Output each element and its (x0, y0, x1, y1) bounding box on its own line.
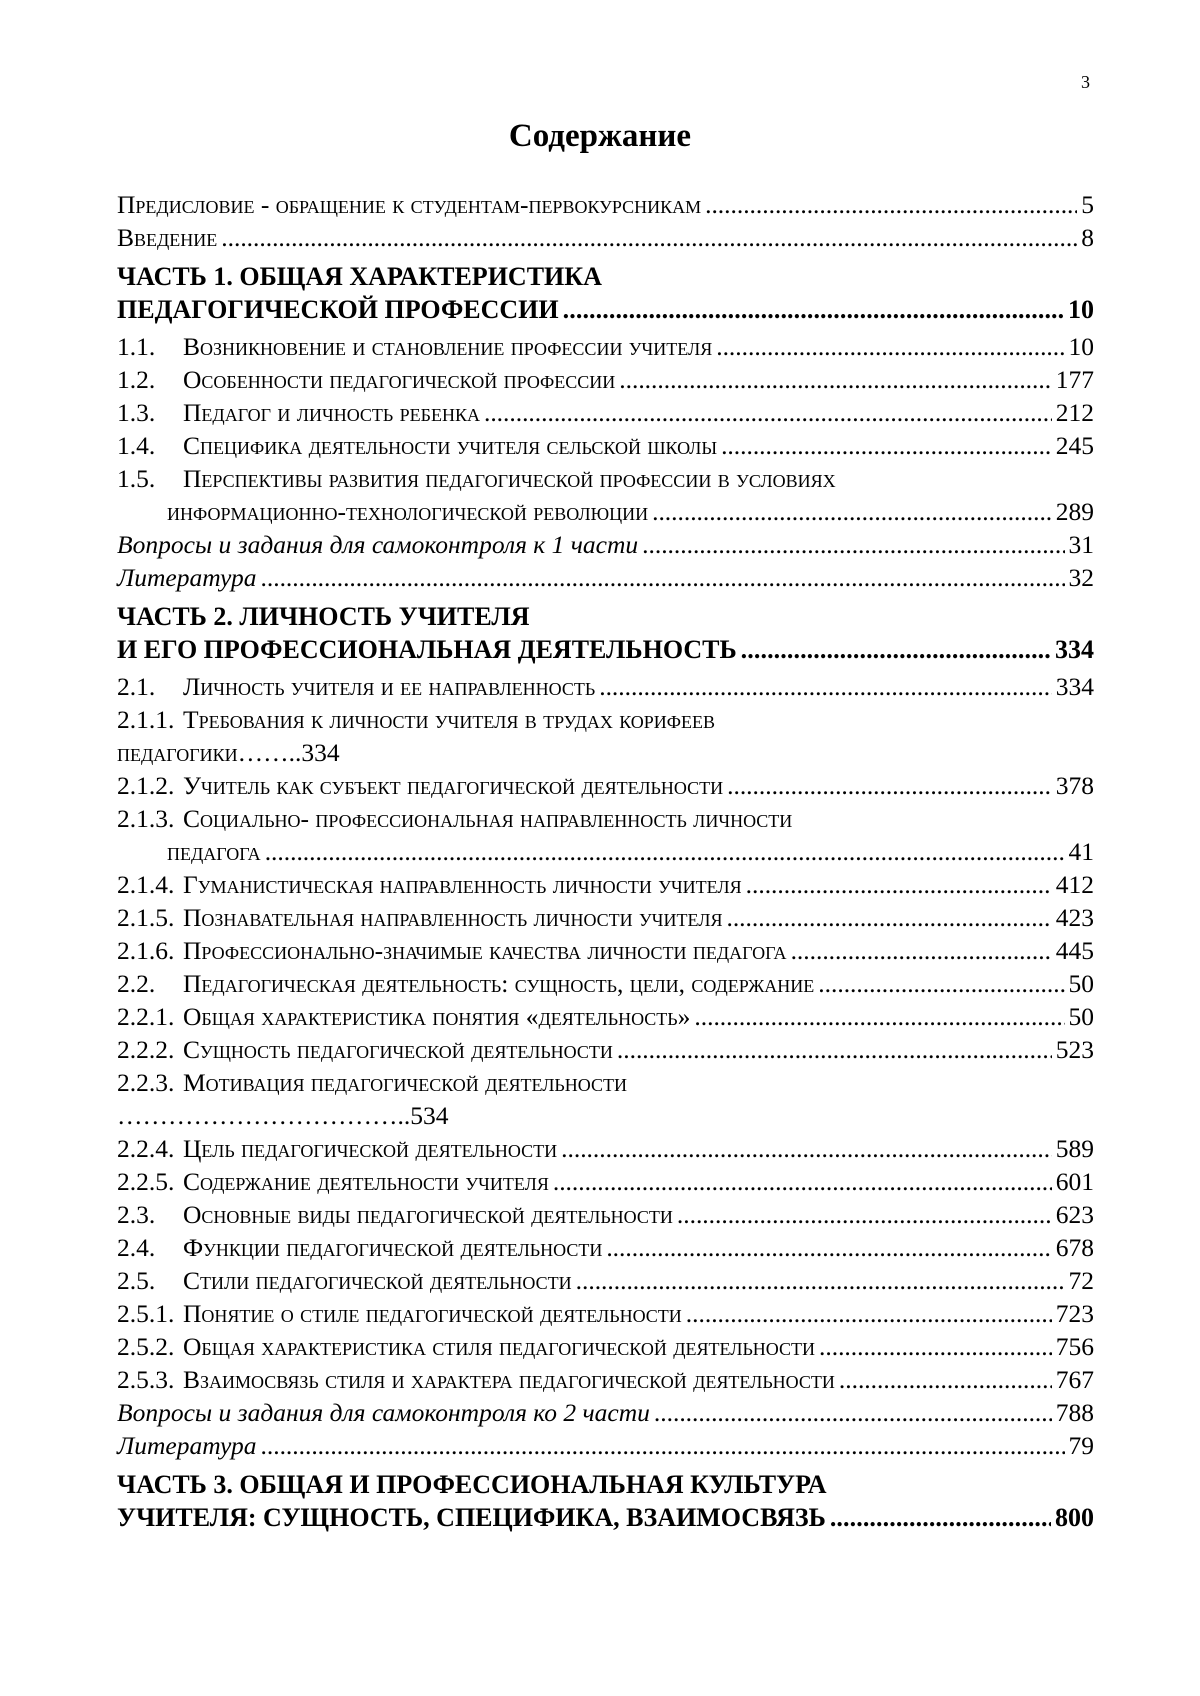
section-number: 2.2. (117, 969, 156, 998)
page-number: 3 (1081, 72, 1090, 92)
toc-entry-label: педагога (167, 837, 261, 866)
toc-page-number: 589 (1055, 1134, 1094, 1163)
toc-entry-label: педагогики……..334 (117, 738, 340, 767)
toc-entry-label: Сущность педагогической деятельности (183, 1035, 613, 1064)
toc-entry-label: Вопросы и задания для самоконтроля ко 2 части (117, 1398, 650, 1427)
toc-entry-literature[interactable] (117, 561, 1094, 594)
toc-entry-label: Вопросы и задания для самоконтроля к 1 части (117, 530, 639, 559)
toc-entry-label: Общая характеристика понятия «деятельность» (183, 1002, 691, 1031)
toc-entry[interactable] (117, 1000, 1094, 1033)
toc-entry[interactable] (117, 1330, 1094, 1363)
section-number: 2.3. (117, 1200, 156, 1229)
toc-page-number: 523 (1055, 1035, 1094, 1064)
leader-dots (652, 495, 1052, 528)
leader-dots (576, 1264, 1065, 1297)
section-number: 2.2.3. (117, 1068, 175, 1097)
toc-part-2-heading[interactable] (117, 600, 1094, 666)
section-number: 2.1.5. (117, 903, 175, 932)
toc-page-number: 334 (1055, 635, 1094, 664)
leader-dots (726, 901, 1051, 934)
leader-dots (694, 1000, 1064, 1033)
leader-dots (839, 1363, 1052, 1396)
leader-dots (741, 633, 1051, 666)
toc-entry-continuation[interactable] (117, 495, 1094, 528)
toc-entry-label: Личность учителя и ее направленность (183, 672, 596, 701)
toc-page-number: 378 (1055, 771, 1094, 800)
leader-dots (606, 1231, 1051, 1264)
toc-entry-label: Стили педагогической деятельности (183, 1266, 572, 1295)
toc-entry-label: Специфика деятельности учителя сельской школы (183, 431, 718, 460)
leader-dots (727, 769, 1052, 802)
leader-dots (686, 1297, 1052, 1330)
toc-page-number: 423 (1055, 903, 1094, 932)
toc-entry-label: Литература (117, 1431, 257, 1460)
toc-entry[interactable] (117, 901, 1094, 934)
section-number: 2.5. (117, 1266, 156, 1295)
toc-entry-label: Особенности педагогической профессии (183, 365, 616, 394)
toc-page-number: 756 (1055, 1332, 1094, 1361)
toc-page-number: 41 (1068, 837, 1094, 866)
leader-dots (654, 1396, 1052, 1429)
part-title-line: ЧАСТЬ 1. ОБЩАЯ ХАРАКТЕРИСТИКА (117, 262, 602, 291)
section-number: 2.4. (117, 1233, 156, 1262)
leader-dots (265, 835, 1065, 868)
toc-entry[interactable] (117, 1264, 1094, 1297)
toc-page-number: 788 (1055, 1398, 1094, 1427)
leader-dots (642, 528, 1064, 561)
toc-entry-label: Содержание деятельности учителя (183, 1167, 549, 1196)
toc-entry-label: ……………………………..534 (117, 1101, 449, 1130)
toc-entry-label: Возникновение и становление профессии учителя (183, 332, 713, 361)
toc-entry-label: Требования к личности учителя в трудах корифеев (183, 705, 716, 734)
toc-page-number: 767 (1055, 1365, 1094, 1394)
toc-entry-continuation[interactable] (117, 736, 1094, 769)
toc-entry-label: Цель педагогической деятельности (183, 1134, 558, 1163)
toc-page-number: 31 (1068, 530, 1094, 559)
section-number: 1.5. (117, 464, 156, 493)
leader-dots (819, 1330, 1052, 1363)
toc-entry[interactable] (117, 330, 1094, 363)
leader-dots (830, 1501, 1051, 1534)
toc-entry[interactable] (117, 396, 1094, 429)
leader-dots (561, 1132, 1052, 1165)
section-number: 1.2. (117, 365, 156, 394)
toc-entry-label: Перспективы развития педагогической профессии в условиях (183, 464, 836, 493)
toc-entry[interactable] (117, 1363, 1094, 1396)
section-number: 1.1. (117, 332, 156, 361)
toc-entry-label: Учитель как субъект педагогической деятельности (183, 771, 724, 800)
toc-page-number: 72 (1068, 1266, 1094, 1295)
section-number: 2.5.2. (117, 1332, 175, 1361)
toc-entry[interactable] (117, 802, 1094, 835)
part-title-line: УЧИТЕЛЯ: СУЩНОСТЬ, СПЕЦИФИКА, ВЗАИМОСВЯЗЬ (117, 1503, 826, 1532)
leader-dots (716, 330, 1064, 363)
toc-entry[interactable] (117, 363, 1094, 396)
leader-dots (818, 967, 1064, 1000)
toc-entry[interactable] (117, 1297, 1094, 1330)
toc-entry[interactable] (117, 769, 1094, 802)
toc-entry-label: Профессионально-значимые качества личности педагога (183, 936, 787, 965)
section-number: 2.1. (117, 672, 156, 701)
part-title-line: ЧАСТЬ 2. ЛИЧНОСТЬ УЧИТЕЛЯ (117, 602, 530, 631)
toc-page-number: 245 (1055, 431, 1094, 460)
toc-page-number: 10 (1068, 332, 1094, 361)
part-title-line: И ЕГО ПРОФЕССИОНАЛЬНАЯ ДЕЯТЕЛЬНОСТЬ (117, 635, 737, 664)
toc-entry-preface[interactable] (117, 188, 1094, 221)
leader-dots (221, 221, 1077, 254)
toc-page-number: 289 (1055, 497, 1094, 526)
part-title-line: ПЕДАГОГИЧЕСКОЙ ПРОФЕССИИ (117, 295, 559, 324)
leader-dots (791, 934, 1052, 967)
section-number: 2.2.1. (117, 1002, 175, 1031)
toc-entry-literature[interactable] (117, 1429, 1094, 1462)
leader-dots (553, 1165, 1052, 1198)
leader-dots (261, 1429, 1065, 1462)
toc-entry-label: Педагогическая деятельность: сущность, цели, содержание (183, 969, 815, 998)
leader-dots (746, 868, 1052, 901)
toc-entry-label: Социально- профессиональная направленность личности (183, 804, 793, 833)
leader-dots (721, 429, 1052, 462)
section-number: 2.1.3. (117, 804, 175, 833)
toc-entry[interactable] (117, 670, 1094, 703)
toc-entry[interactable] (117, 967, 1094, 1000)
toc-entry-questions[interactable] (117, 1396, 1094, 1429)
toc-entry[interactable] (117, 1132, 1094, 1165)
toc-entry-label: Основные виды педагогической деятельности (183, 1200, 673, 1229)
section-number: 2.1.2. (117, 771, 175, 800)
page-title: Содержание (508, 118, 692, 154)
toc-page-number: 412 (1055, 870, 1094, 899)
toc-entry[interactable] (117, 1231, 1094, 1264)
section-number: 1.4. (117, 431, 156, 460)
toc-entry[interactable] (117, 1165, 1094, 1198)
toc-entry[interactable] (117, 1033, 1094, 1066)
toc-page-number: 623 (1055, 1200, 1094, 1229)
toc-entry-questions[interactable] (117, 528, 1094, 561)
section-number: 2.1.1. (117, 705, 175, 734)
toc-entry-intro[interactable] (117, 221, 1094, 254)
section-number: 2.2.4. (117, 1134, 175, 1163)
toc-entry-label: Предисловие - обращение к студентам-первокурсникам (117, 190, 702, 219)
toc-page-number: 445 (1055, 936, 1094, 965)
toc-entry-label: Литература (117, 563, 257, 592)
section-number: 2.5.3. (117, 1365, 175, 1394)
leader-dots (619, 363, 1051, 396)
leader-dots (677, 1198, 1052, 1231)
toc-page-number: 800 (1055, 1503, 1094, 1532)
toc-page-number: 723 (1055, 1299, 1094, 1328)
section-number: 2.1.4. (117, 870, 175, 899)
leader-dots (484, 396, 1052, 429)
section-number: 2.5.1. (117, 1299, 175, 1328)
toc-page-number: 601 (1055, 1167, 1094, 1196)
leader-dots (617, 1033, 1052, 1066)
toc-page-number: 32 (1068, 563, 1094, 592)
section-number: 2.2.5. (117, 1167, 175, 1196)
toc-entry-label: Функции педагогической деятельности (183, 1233, 603, 1262)
leader-dots (261, 561, 1065, 594)
toc-entry-label: информационно-технологической революции (167, 497, 649, 526)
toc-page-number: 50 (1068, 1002, 1094, 1031)
toc-page-number: 8 (1081, 223, 1094, 252)
table-of-contents (117, 188, 1094, 1538)
section-number: 2.1.6. (117, 936, 175, 965)
leader-dots (705, 188, 1077, 221)
toc-entry-label: Введение (117, 223, 218, 252)
toc-page-number: 212 (1055, 398, 1094, 427)
toc-entry[interactable] (117, 1066, 1094, 1099)
toc-entry-label: Взаимосвязь стиля и характера педагогической деятельности (183, 1365, 835, 1394)
toc-entry[interactable] (117, 1198, 1094, 1231)
toc-page-number: 5 (1081, 190, 1094, 219)
toc-part-3-heading[interactable] (117, 1468, 1094, 1534)
toc-entry-continuation[interactable] (117, 835, 1094, 868)
toc-entry[interactable] (117, 703, 1094, 736)
toc-entry[interactable] (117, 934, 1094, 967)
toc-part-1-heading[interactable] (117, 260, 1094, 326)
leader-dots (599, 670, 1052, 703)
toc-entry-label: Понятие о стиле педагогической деятельности (183, 1299, 682, 1328)
toc-entry[interactable] (117, 429, 1094, 462)
toc-entry-label: Гуманистическая направленность личности учителя (183, 870, 742, 899)
toc-page-number: 50 (1068, 969, 1094, 998)
toc-entry-label: Педагог и личность ребенка (183, 398, 480, 427)
toc-entry-label: Общая характеристика стиля педагогической деятельности (183, 1332, 816, 1361)
part-title-line: ЧАСТЬ 3. ОБЩАЯ И ПРОФЕССИОНАЛЬНАЯ КУЛЬТУРА (117, 1470, 827, 1499)
toc-page-number: 678 (1055, 1233, 1094, 1262)
section-number: 1.3. (117, 398, 156, 427)
toc-page-number: 79 (1068, 1431, 1094, 1460)
toc-page-number: 334 (1055, 672, 1094, 701)
toc-entry-label: Мотивация педагогической деятельности (183, 1068, 627, 1097)
section-number: 2.2.2. (117, 1035, 175, 1064)
toc-page-number: 177 (1055, 365, 1094, 394)
toc-entry[interactable] (117, 462, 1094, 495)
toc-entry[interactable] (117, 868, 1094, 901)
toc-page-number: 10 (1068, 295, 1094, 324)
toc-entry-label: Познавательная направленность личности учителя (183, 903, 723, 932)
part-2-entries (117, 670, 1094, 1396)
leader-dots (563, 293, 1064, 326)
toc-entry-continuation[interactable] (117, 1099, 1094, 1132)
